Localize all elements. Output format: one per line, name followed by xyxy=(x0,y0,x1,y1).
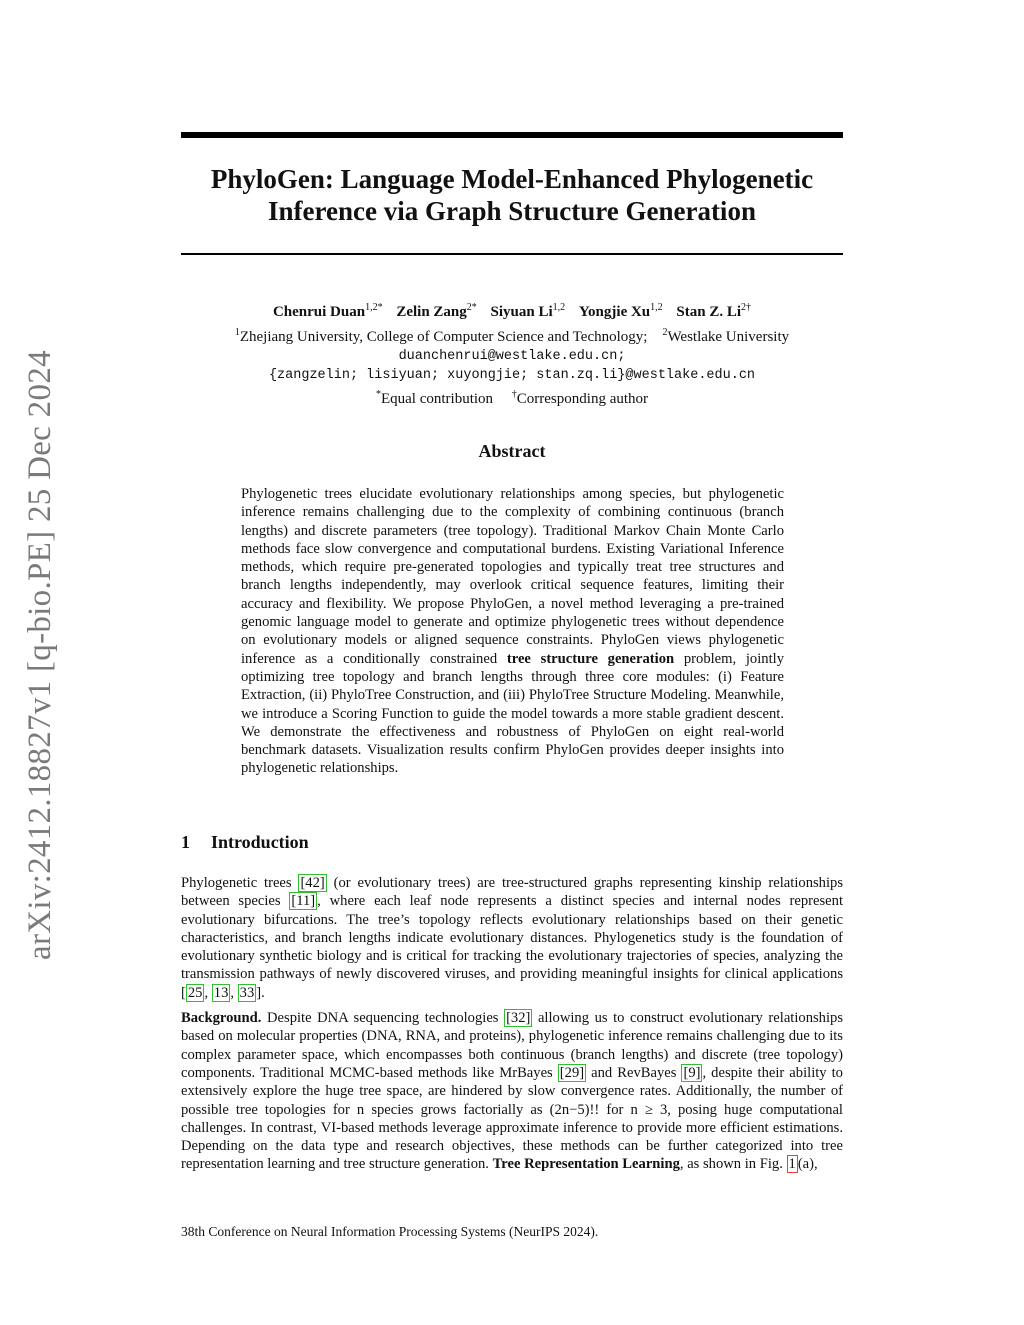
title-line-2: Inference via Graph Structure Generation xyxy=(268,196,756,226)
citation-link[interactable]: 25 xyxy=(187,984,203,1001)
author: Siyuan Li$^{1,2}$ xyxy=(490,302,566,320)
citation-link[interactable]: 13 xyxy=(213,984,229,1001)
intro-paragraph-1: Phylogenetic trees [42] (or evolutionary trees) are tree-structured graphs representing kinship relationships between species [11] , where each leaf node represents a distinct species and internal nodes represent evolutionary bifurcations. The tree’s topology reflects evolutionary relationships based on their genetic characteristics, and branch lengths indicate evolutionary distances. Phylogenetics study is the foundation of evolutionary synthetic biology and is critical for tracking the evolutionary trajectories of species, analyzing the transmission pathways of newly discovered viruses, and providing meaningful insights for clinical applications [ 25 , 13 , 33 ]. xyxy=(181,875,843,1001)
author-block xyxy=(181,298,843,409)
affiliation-1: Zhejiang University, College of Computer Science and Technology; xyxy=(239,329,648,345)
arxiv-side-stamp: arXiv:2412.18827v1 [q-bio.PE] 25 Dec 2024 xyxy=(22,350,58,960)
figure-reference-link[interactable]: 1 xyxy=(788,1156,796,1173)
author: Stan Z. $Li^{2\dagger}$ xyxy=(676,302,752,320)
abstract-body: Phylogenetic trees elucidate evolutionary relationships among species, but phylogenetic inference remains challenging due to the complexity of combining continuous (branch lengths) and discrete parameters (tree topology). Traditional Markov Chain Monte Carlo methods face slow convergence and computational burdens. Existing Variational Inference methods, which require pre-generated topologies and typically treat tree structures and branch lengths independently, may overlook critical sequence features, limiting their accuracy and flexibility. We propose PhyloGen, a novel method leveraging a pre-trained genomic language model to generate and optimize phylogenetic trees without dependence on evolutionary models or aligned sequence constraints. PhyloGen views phylogenetic inference as a conditionally constrained tree structure generation problem, jointly optimizing tree topology and branch lengths through three core modules: (i) Feature Extraction, (ii) PhyloTree Construction, and (iii) PhyloTree Structure Modeling. Meanwhile, we introduce a Scoring Function to guide the model towards a more stable gradient descent. We demonstrate the effectiveness and robustness of PhyloGen on eight real-world benchmark datasets. Visualization results confirm PhyloGen provides deeper insights into phylogenetic relationships. xyxy=(241,486,784,777)
citation-link[interactable]: [29] xyxy=(559,1064,585,1081)
paper-title xyxy=(181,163,843,227)
section-number: 1 xyxy=(181,832,190,852)
email-line-2[interactable]: {zangzelin; lisiyuan; xuyongjie; stan.zq.li}@westlake.edu.cn xyxy=(268,368,756,383)
citation-link[interactable]: 33 xyxy=(239,984,255,1001)
email-line-1[interactable]: duanchenrui@westlake.edu.cn; xyxy=(398,349,626,364)
author-notes: *Equal contribution †Corresponding author xyxy=(375,389,649,407)
intro-paragraph-2: Background. Despite DNA sequencing technologies [32] allowing us to construct evolutionary relationships based on molecular properties (DNA, RNA, and proteins), phylogenetic inference remains challenging due to its complex parameter space, which encompasses both continuous (branch lengths) and discrete (tree topology) components. Traditional MCMC-based methods like MrBayes [29] and RevBayes [9] , despite their ability to extensively explore the huge tree space, are hindered by slow convergence rates. Additionally, the number of possible tree topologies for n species grows factorially as (2n−5)!! for n ≥ 3, posing huge computational challenges. In contrast, VI-based methods leverage approximate inference to provide more efficient estimations. Depending on the data type and research objectives, these methods can be further categorized into tree representation learning and tree structure generation. Tree Representation Learning, as shown in Fig. 1 (a), xyxy=(181,1010,844,1173)
author: Yongjie Xu$^{1,2}$ xyxy=(578,302,663,320)
title-bottom-rule xyxy=(181,253,843,255)
corresponding-author-note: Corresponding author xyxy=(516,391,649,407)
section-heading-introduction xyxy=(181,832,309,853)
equal-contribution-note: Equal contribution xyxy=(380,391,494,407)
citation-link[interactable]: [11] xyxy=(291,893,316,910)
abstract-heading: Abstract xyxy=(478,441,546,461)
title-line-1: PhyloGen: Language Model-Enhanced Phylogenetic xyxy=(210,164,814,194)
section-title: Introduction xyxy=(211,832,309,852)
citation-link[interactable]: [42] xyxy=(300,875,325,891)
introduction-body xyxy=(181,874,843,1181)
citation-link[interactable]: [9] xyxy=(683,1064,701,1081)
paragraph-lead: Background. xyxy=(181,1010,262,1027)
author: Chenrui Duan$^{1,2*}$ xyxy=(272,302,383,320)
citation-link[interactable]: [32] xyxy=(506,1010,531,1027)
affiliation-2: Westlake University xyxy=(667,329,790,345)
title-top-rule xyxy=(181,132,843,138)
affiliations: $^1$Zhejiang University, College of Computer Science and Technology; $^2$Westlake University xyxy=(234,327,790,345)
author-names xyxy=(181,298,843,322)
conference-footnote: 38th Conference on Neural Information Processing Systems (NeurIPS 2024). xyxy=(181,1224,599,1239)
author: Zelin Zang$^{2*}$ xyxy=(396,302,477,320)
